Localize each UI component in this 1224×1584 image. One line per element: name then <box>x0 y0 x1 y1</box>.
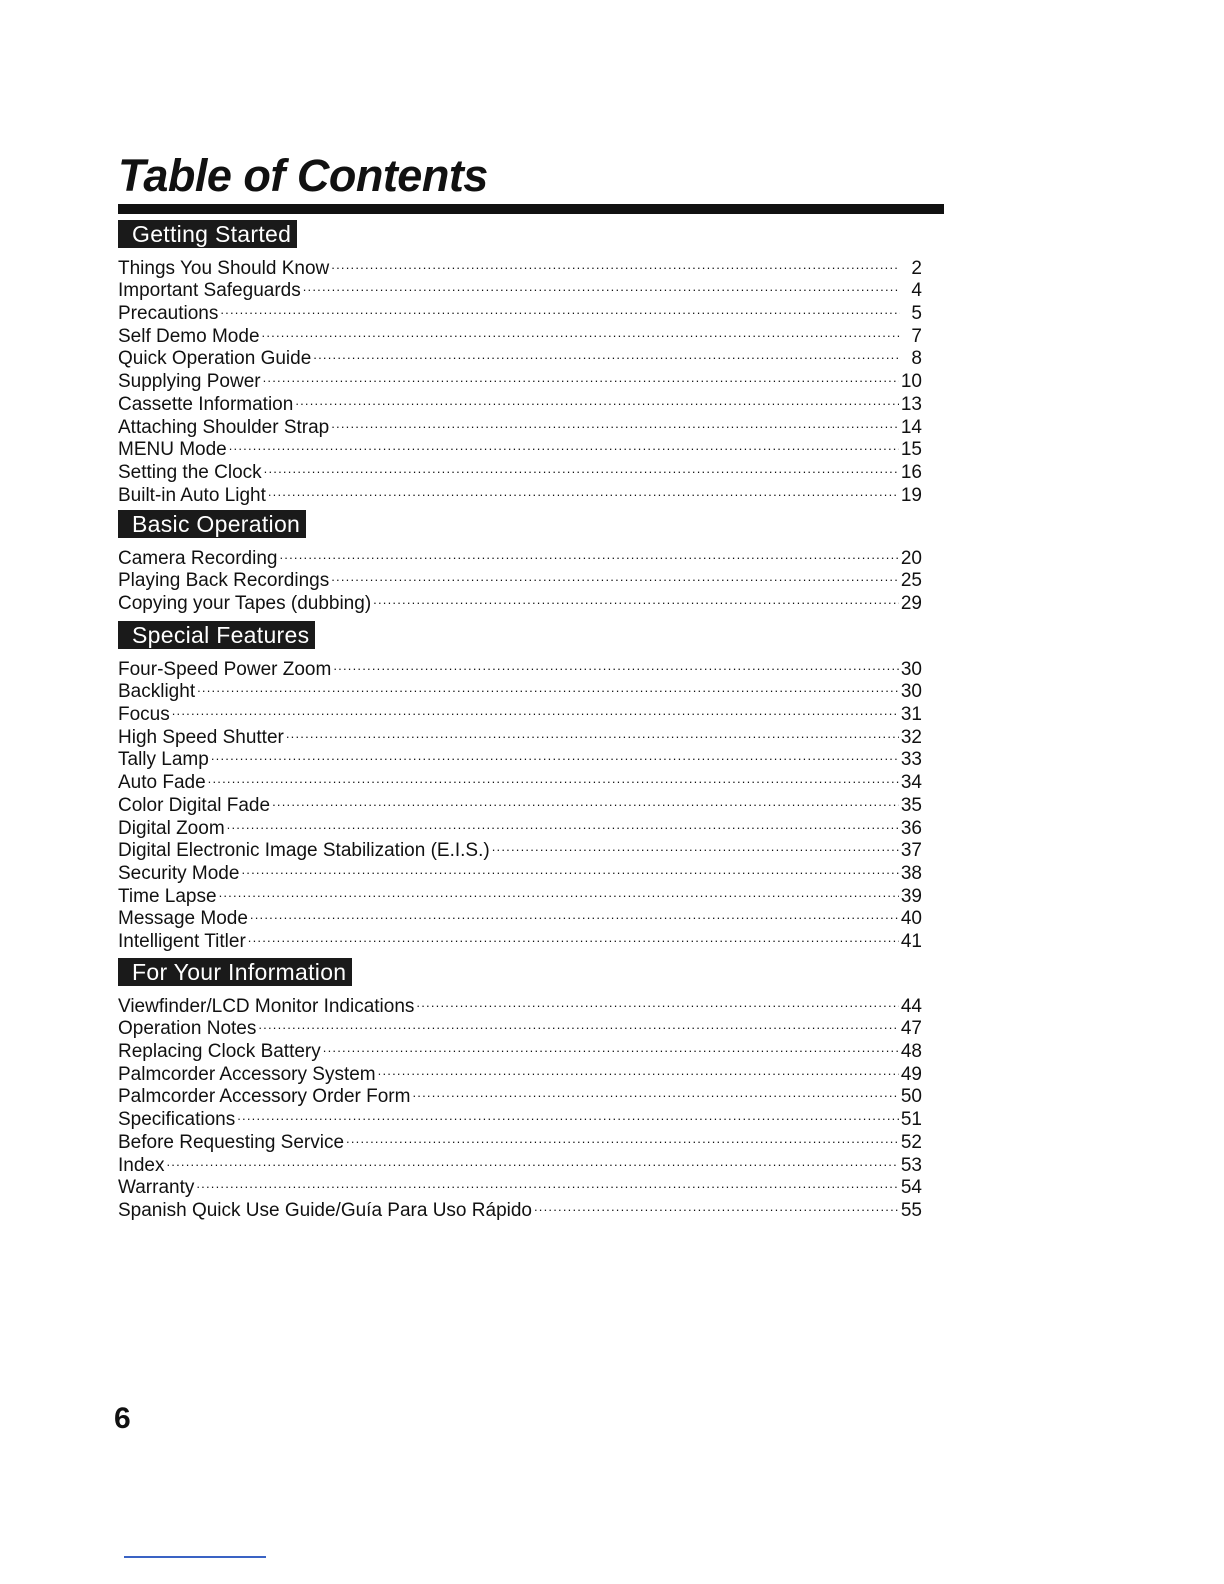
section-for-your-information <box>118 958 922 1221</box>
toc-entry-label: Security Mode <box>118 862 240 884</box>
dot-leader <box>166 1148 898 1171</box>
toc-entry-label: Palmcorder Accessory Order Form <box>118 1086 411 1108</box>
section-getting-started <box>118 220 922 506</box>
toc-entry-page: 16 <box>900 461 922 483</box>
dot-leader <box>172 697 899 720</box>
dot-leader <box>268 478 899 501</box>
dot-leader <box>197 675 899 698</box>
toc-entry-page: 5 <box>911 303 922 325</box>
dot-leader <box>258 1012 899 1035</box>
dot-leader <box>492 834 899 857</box>
toc-entry <box>118 697 922 726</box>
dot-leader <box>229 433 899 456</box>
toc-entry-label: Important Safeguards <box>118 280 301 302</box>
dot-leader <box>534 1193 899 1216</box>
dot-leader <box>227 811 899 834</box>
dot-leader <box>248 924 899 947</box>
toc-entry-page: 7 <box>911 325 922 347</box>
dot-leader <box>272 788 899 811</box>
toc-entry-page: 2 <box>911 257 922 279</box>
dot-leader <box>241 856 898 879</box>
toc-entry-label: Replacing Clock Battery <box>118 1041 321 1063</box>
toc-entry-page: 51 <box>900 1109 922 1131</box>
toc-entry-page: 54 <box>900 1177 922 1199</box>
section-special-features <box>118 621 922 952</box>
toc-entry-label: High Speed Shutter <box>118 726 284 748</box>
toc-entry <box>118 675 922 703</box>
toc-entry <box>118 834 922 862</box>
toc-entry <box>118 1125 922 1153</box>
toc-list <box>118 989 922 1221</box>
toc-entry-label: Attaching Shoulder Strap <box>118 416 330 438</box>
toc-entry <box>118 541 922 569</box>
dot-leader <box>331 564 899 587</box>
toc-entry-label: Message Mode <box>118 908 248 930</box>
dot-leader <box>378 1057 899 1080</box>
toc-entry-label: Quick Operation Guide <box>118 348 312 370</box>
dot-leader <box>264 455 899 478</box>
toc-entry-label: Time Lapse <box>118 885 217 907</box>
toc-entry <box>118 455 922 483</box>
toc-entry-page: 13 <box>900 393 922 415</box>
toc-entry <box>118 765 922 794</box>
section-header: For Your Information <box>118 958 352 986</box>
toc-entry-label: Spanish Quick Use Guide/Guía Para Uso Rápido <box>118 1199 532 1221</box>
dot-leader <box>373 586 899 609</box>
toc-list <box>118 652 922 952</box>
toc-entry <box>118 879 922 907</box>
toc-entry-page: 39 <box>900 885 922 907</box>
toc-list <box>118 251 922 506</box>
dot-leader <box>323 1034 899 1057</box>
toc-entry-page: 14 <box>900 416 922 438</box>
dot-leader <box>250 902 899 925</box>
toc-entry-label: Supplying Power <box>118 371 261 393</box>
dot-leader <box>416 989 898 1012</box>
toc-entry-page: 34 <box>900 772 922 794</box>
dot-leader <box>219 879 899 902</box>
toc-entry-label: Backlight <box>118 681 196 703</box>
dot-leader <box>220 296 900 319</box>
toc-entry-label: Warranty <box>118 1177 195 1199</box>
toc-entry <box>118 1148 922 1176</box>
toc-entry-page: 29 <box>900 593 922 615</box>
toc-entry <box>118 743 922 771</box>
toc-entry-label: Camera Recording <box>118 547 278 569</box>
title-rule <box>118 204 944 214</box>
toc-entry-label: Things You Should Know <box>118 257 330 279</box>
toc-entry-label: Palmcorder Accessory System <box>118 1063 376 1085</box>
section-header: Getting Started <box>118 220 297 248</box>
toc-entry <box>118 788 922 816</box>
dot-leader <box>286 720 899 743</box>
toc-entry-page: 19 <box>900 484 922 506</box>
toc-entry-page: 15 <box>900 439 922 461</box>
dot-leader <box>208 765 899 788</box>
toc-entry <box>118 811 922 839</box>
toc-entry-page: 8 <box>911 348 922 370</box>
page-title: Table of Contents <box>118 150 488 201</box>
toc-entry-label: Operation Notes <box>118 1018 257 1040</box>
toc-entry-page: 41 <box>900 930 922 952</box>
toc-entry <box>118 1193 922 1221</box>
toc-entry-page: 49 <box>900 1063 922 1085</box>
toc-entry-label: Playing Back Recordings <box>118 570 330 592</box>
toc-entry-page: 47 <box>900 1018 922 1040</box>
toc-entry-label: Tally Lamp <box>118 749 209 771</box>
dot-leader <box>262 319 900 342</box>
toc-entry <box>118 720 922 748</box>
toc-entry-page: 53 <box>900 1154 922 1176</box>
toc-list <box>118 541 922 615</box>
dot-leader <box>333 652 899 675</box>
toc-entry-label: MENU Mode <box>118 439 227 461</box>
toc-entry-label: Self Demo Mode <box>118 325 260 347</box>
toc-entry <box>118 1102 922 1131</box>
toc-entry-label: Specifications <box>118 1109 236 1131</box>
toc-entry-label: Setting the Clock <box>118 461 262 483</box>
toc-entry-label: Digital Electronic Image Stabilization (E.I.S.) <box>118 840 490 862</box>
dot-leader <box>263 364 899 387</box>
toc-entry <box>118 319 922 347</box>
page-number: 6 <box>114 1402 131 1435</box>
toc-entry-page: 30 <box>900 681 922 703</box>
toc-entry-page: 25 <box>900 570 922 592</box>
toc-entry <box>118 652 922 680</box>
toc-entry-page: 50 <box>900 1086 922 1108</box>
toc-entry-label: Intelligent Titler <box>118 930 246 952</box>
toc-entry-page: 33 <box>900 749 922 771</box>
dot-leader <box>346 1125 899 1148</box>
toc-entry-page: 20 <box>900 547 922 569</box>
toc-entry-page: 30 <box>900 658 922 680</box>
toc-entry <box>118 296 922 325</box>
dot-leader <box>279 541 898 564</box>
toc-entry-label: Before Requesting Service <box>118 1131 345 1153</box>
toc-entry-label: Focus <box>118 704 170 726</box>
toc-entry <box>118 251 922 279</box>
toc-entry-page: 35 <box>900 794 922 816</box>
toc-entry-page: 32 <box>900 726 922 748</box>
toc-entry-page: 52 <box>900 1131 922 1153</box>
toc-entry <box>118 902 922 930</box>
section-header: Basic Operation <box>118 510 306 538</box>
dot-leader <box>313 342 900 365</box>
toc-entry-page: 48 <box>900 1041 922 1063</box>
toc-entry-label: Copying your Tapes (dubbing) <box>118 593 372 615</box>
toc-entry-label: Index <box>118 1154 165 1176</box>
toc-entry-page: 36 <box>900 817 922 839</box>
dot-leader <box>237 1102 899 1125</box>
toc-entry-page: 38 <box>900 862 922 884</box>
dot-leader <box>196 1171 898 1194</box>
toc-entry-label: Digital Zoom <box>118 817 225 839</box>
toc-entry <box>118 989 922 1017</box>
toc-entry-label: Built-in Auto Light <box>118 484 266 506</box>
section-header: Special Features <box>118 621 315 649</box>
toc-entry-page: 31 <box>900 704 922 726</box>
dot-leader <box>412 1080 898 1103</box>
toc-entry <box>118 1171 922 1199</box>
dot-leader <box>211 743 899 766</box>
toc-entry-label: Auto Fade <box>118 772 206 794</box>
toc-entry-label: Cassette Information <box>118 393 294 415</box>
toc-entry-label: Color Digital Fade <box>118 794 271 816</box>
toc-entry-page: 4 <box>911 280 922 302</box>
toc-entry-page: 10 <box>900 371 922 393</box>
toc-entry-page: 55 <box>900 1199 922 1221</box>
toc-entry <box>118 433 922 461</box>
dot-leader <box>295 387 899 410</box>
toc-entry-page: 44 <box>900 995 922 1017</box>
toc-entry-page: 40 <box>900 908 922 930</box>
toc-entry-label: Precautions <box>118 303 219 325</box>
toc-entry-label: Four-Speed Power Zoom <box>118 658 332 680</box>
toc-entry-page: 37 <box>900 840 922 862</box>
dot-leader <box>331 410 899 433</box>
bottom-rule <box>124 1556 266 1558</box>
dot-leader <box>331 251 900 274</box>
section-basic-operation <box>118 510 922 615</box>
dot-leader <box>303 274 900 297</box>
toc-entry-label: Viewfinder/LCD Monitor Indications <box>118 995 415 1017</box>
